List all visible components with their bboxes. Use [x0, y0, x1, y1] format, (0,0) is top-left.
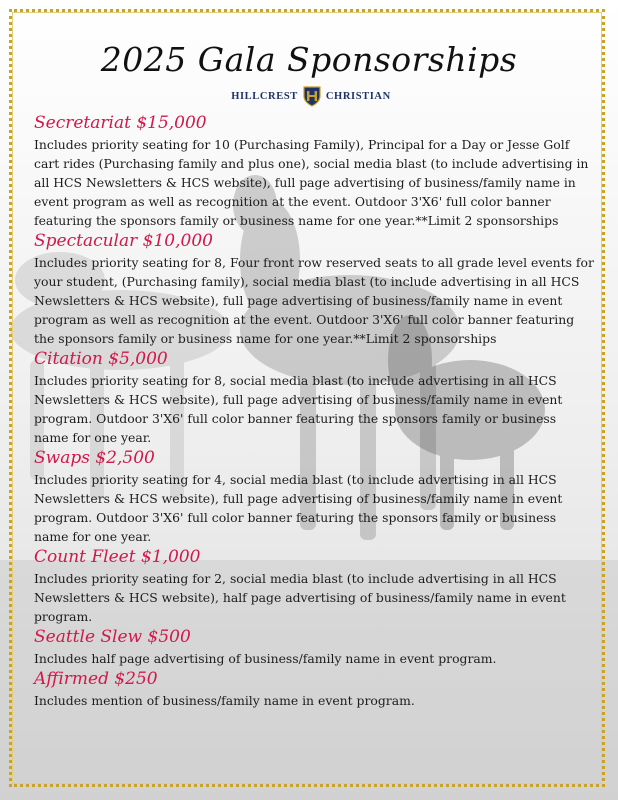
tier-name: Citation $5,000	[34, 349, 168, 369]
shield-icon	[302, 85, 322, 107]
school-logo	[226, 85, 396, 107]
logo-right-word: CHRISTIAN	[325, 90, 391, 102]
tier-name: Count Fleet $1,000	[34, 547, 201, 567]
tier-name: Swaps $2,500	[34, 448, 155, 468]
tier-spectacular	[34, 230, 594, 348]
tier-swaps	[34, 447, 594, 546]
sponsorship-tiers	[34, 112, 594, 710]
tier-name: Affirmed $250	[34, 669, 158, 689]
tier-description: Includes priority seating for 8, Four front row reserved seats to all grade level events for your student, (Purchasing family), social media blast (to include advertising in all HCS Newsletters & HCS website), full page advertising of business/family name in event program as well as recognition at the event. Outdoor 3'X6' full color banner featuring the sponsors family or business name for one year.**Limit 2 sponsorships	[34, 255, 594, 346]
tier-description: Includes priority seating for 4, social media blast (to include advertising in all HCS Newsletters & HCS website), full page advertising of business/family name in event program. Outdoor 3'X6' full color banner featuring the sponsors family or business name for one year.	[34, 472, 563, 544]
tier-citation	[34, 348, 594, 447]
tier-seattle-slew	[34, 626, 594, 668]
tier-description: Includes priority seating for 10 (Purchasing Family), Principal for a Day or Jesse Golf cart rides (Purchasing family and plus one), social media blast (to include advertising in all HCS Newsletters & HCS website), full page advertising of business/family name in event program as well as recognition at the event. Outdoor 3'X6' full color banner featuring the sponsors family or business name for one year.**Limit 2 sponsorships	[34, 137, 589, 228]
tier-count-fleet	[34, 546, 594, 626]
tier-name: Secretariat $15,000	[34, 113, 207, 133]
page-title: 2025 Gala Sponsorships	[100, 40, 518, 79]
tier-affirmed	[34, 668, 594, 710]
tier-secretariat	[34, 112, 594, 230]
logo-left-word: HILLCREST	[231, 90, 298, 102]
tier-name: Seattle Slew $500	[34, 627, 191, 647]
tier-description: Includes half page advertising of business/family name in event program.	[34, 651, 497, 666]
tier-description: Includes mention of business/family name in event program.	[34, 693, 415, 708]
tier-name: Spectacular $10,000	[34, 231, 213, 251]
tier-description: Includes priority seating for 8, social media blast (to include advertising in all HCS Newsletters & HCS website), full page advertising of business/family name in event program. Outdoor 3'X6' full color banner featuring the sponsors family or business name for one year.	[34, 373, 563, 445]
tier-description: Includes priority seating for 2, social media blast (to include advertising in all HCS Newsletters & HCS website), half page advertising of business/family name in event program.	[34, 571, 566, 624]
